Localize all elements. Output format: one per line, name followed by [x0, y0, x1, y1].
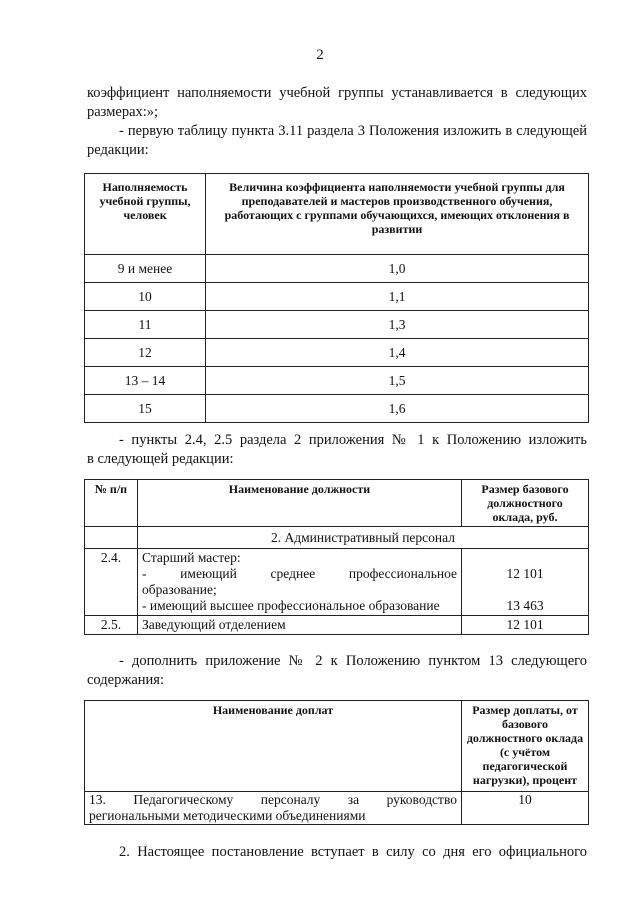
cell-size: 9 и менее [85, 255, 206, 283]
cell-coef: 1,0 [206, 255, 589, 283]
header-base-salary: Размер базового должностного оклада, руб. [462, 480, 589, 527]
intro-line-4: редакции: [87, 142, 149, 158]
position-option-2: - имеющий высшее профессиональное образование [142, 598, 440, 613]
table-row [85, 395, 589, 423]
position-salary-table [84, 479, 589, 635]
cell-coef: 1,3 [206, 311, 589, 339]
salary-cell: 12 101 [462, 616, 589, 635]
page-number: 2 [316, 47, 324, 63]
table-header-row [85, 701, 589, 792]
cell-coef: 1,5 [206, 367, 589, 395]
header-number: № п/п [85, 480, 138, 527]
position-option-1b: образование; [142, 582, 217, 597]
final-paragraph [87, 843, 587, 862]
section-number-cell [85, 527, 138, 549]
salary-value-2: 13 463 [506, 598, 544, 613]
header-group-size: Наполняемость учебной группы, человек [85, 174, 206, 255]
table-header-row [85, 174, 589, 255]
position-option-1a: - имеющий среднее профессиональное [142, 566, 457, 581]
para3-line-2: содержания: [87, 672, 165, 688]
header-position-name: Наименование должности [138, 480, 462, 527]
row-number: 2.5. [85, 616, 138, 635]
table-row [85, 616, 589, 635]
intro-line-3: - первую таблицу пункта 3.11 раздела 3 Положения изложить в следующей [119, 123, 587, 139]
table-row [85, 283, 589, 311]
cell-size: 12 [85, 339, 206, 367]
paragraph-3 [87, 652, 587, 690]
intro-line-2: размерах:»; [87, 104, 159, 120]
table-row [85, 367, 589, 395]
table-row [85, 549, 589, 616]
cell-coef: 1,6 [206, 395, 589, 423]
table-row [85, 339, 589, 367]
row-number: 2.4. [85, 549, 138, 616]
cell-size: 10 [85, 283, 206, 311]
group-coefficient-table [84, 173, 589, 423]
salary-cell [462, 549, 589, 616]
section-title: 2. Административный персонал [138, 527, 589, 549]
table-row [85, 311, 589, 339]
allowance-value: 10 [462, 792, 589, 825]
table-row [85, 792, 589, 825]
cell-coef: 1,1 [206, 283, 589, 311]
para2-line-2: в следующей редакции: [87, 451, 234, 467]
allowance-table [84, 700, 589, 825]
header-coefficient: Величина коэффициента наполняемости учебной группы для преподавателей и мастеров производственного обучения, работающих с группами обучающихся, имеющих отклонения в развитии [206, 174, 589, 255]
cell-size: 13 – 14 [85, 367, 206, 395]
allowance-name-cell [85, 792, 462, 825]
header-allowance-size: Размер доплаты, от базового должностного оклада (с учётом педагогической нагрузки), процент [462, 701, 589, 792]
section-row [85, 527, 589, 549]
final-line-1: 2. Настоящее постановление вступает в силу со дня его официального [119, 844, 587, 860]
paragraph-2 [87, 431, 587, 469]
intro-paragraph [87, 84, 587, 160]
position-title: Старший мастер: [142, 550, 241, 565]
para3-line-1: - дополнить приложение № 2 к Положению пунктом 13 следующего [119, 653, 587, 669]
cell-coef: 1,4 [206, 339, 589, 367]
cell-size: 11 [85, 311, 206, 339]
allowance-line-1: 13. Педагогическому персоналу за руководство [89, 792, 457, 807]
salary-value-1: 12 101 [506, 566, 544, 581]
para2-line-1: - пункты 2.4, 2.5 раздела 2 приложения № 1 к Положению изложить [119, 432, 587, 448]
allowance-line-2: региональными методическими объединениями [89, 808, 366, 823]
cell-size: 15 [85, 395, 206, 423]
header-allowance-name: Наименование доплат [85, 701, 462, 792]
table-header-row [85, 480, 589, 527]
table-row [85, 255, 589, 283]
position-name-cell [138, 549, 462, 616]
position-name-cell: Заведующий отделением [138, 616, 462, 635]
intro-line-1: коэффициент наполняемости учебной группы устанавливается в следующих [87, 85, 587, 101]
